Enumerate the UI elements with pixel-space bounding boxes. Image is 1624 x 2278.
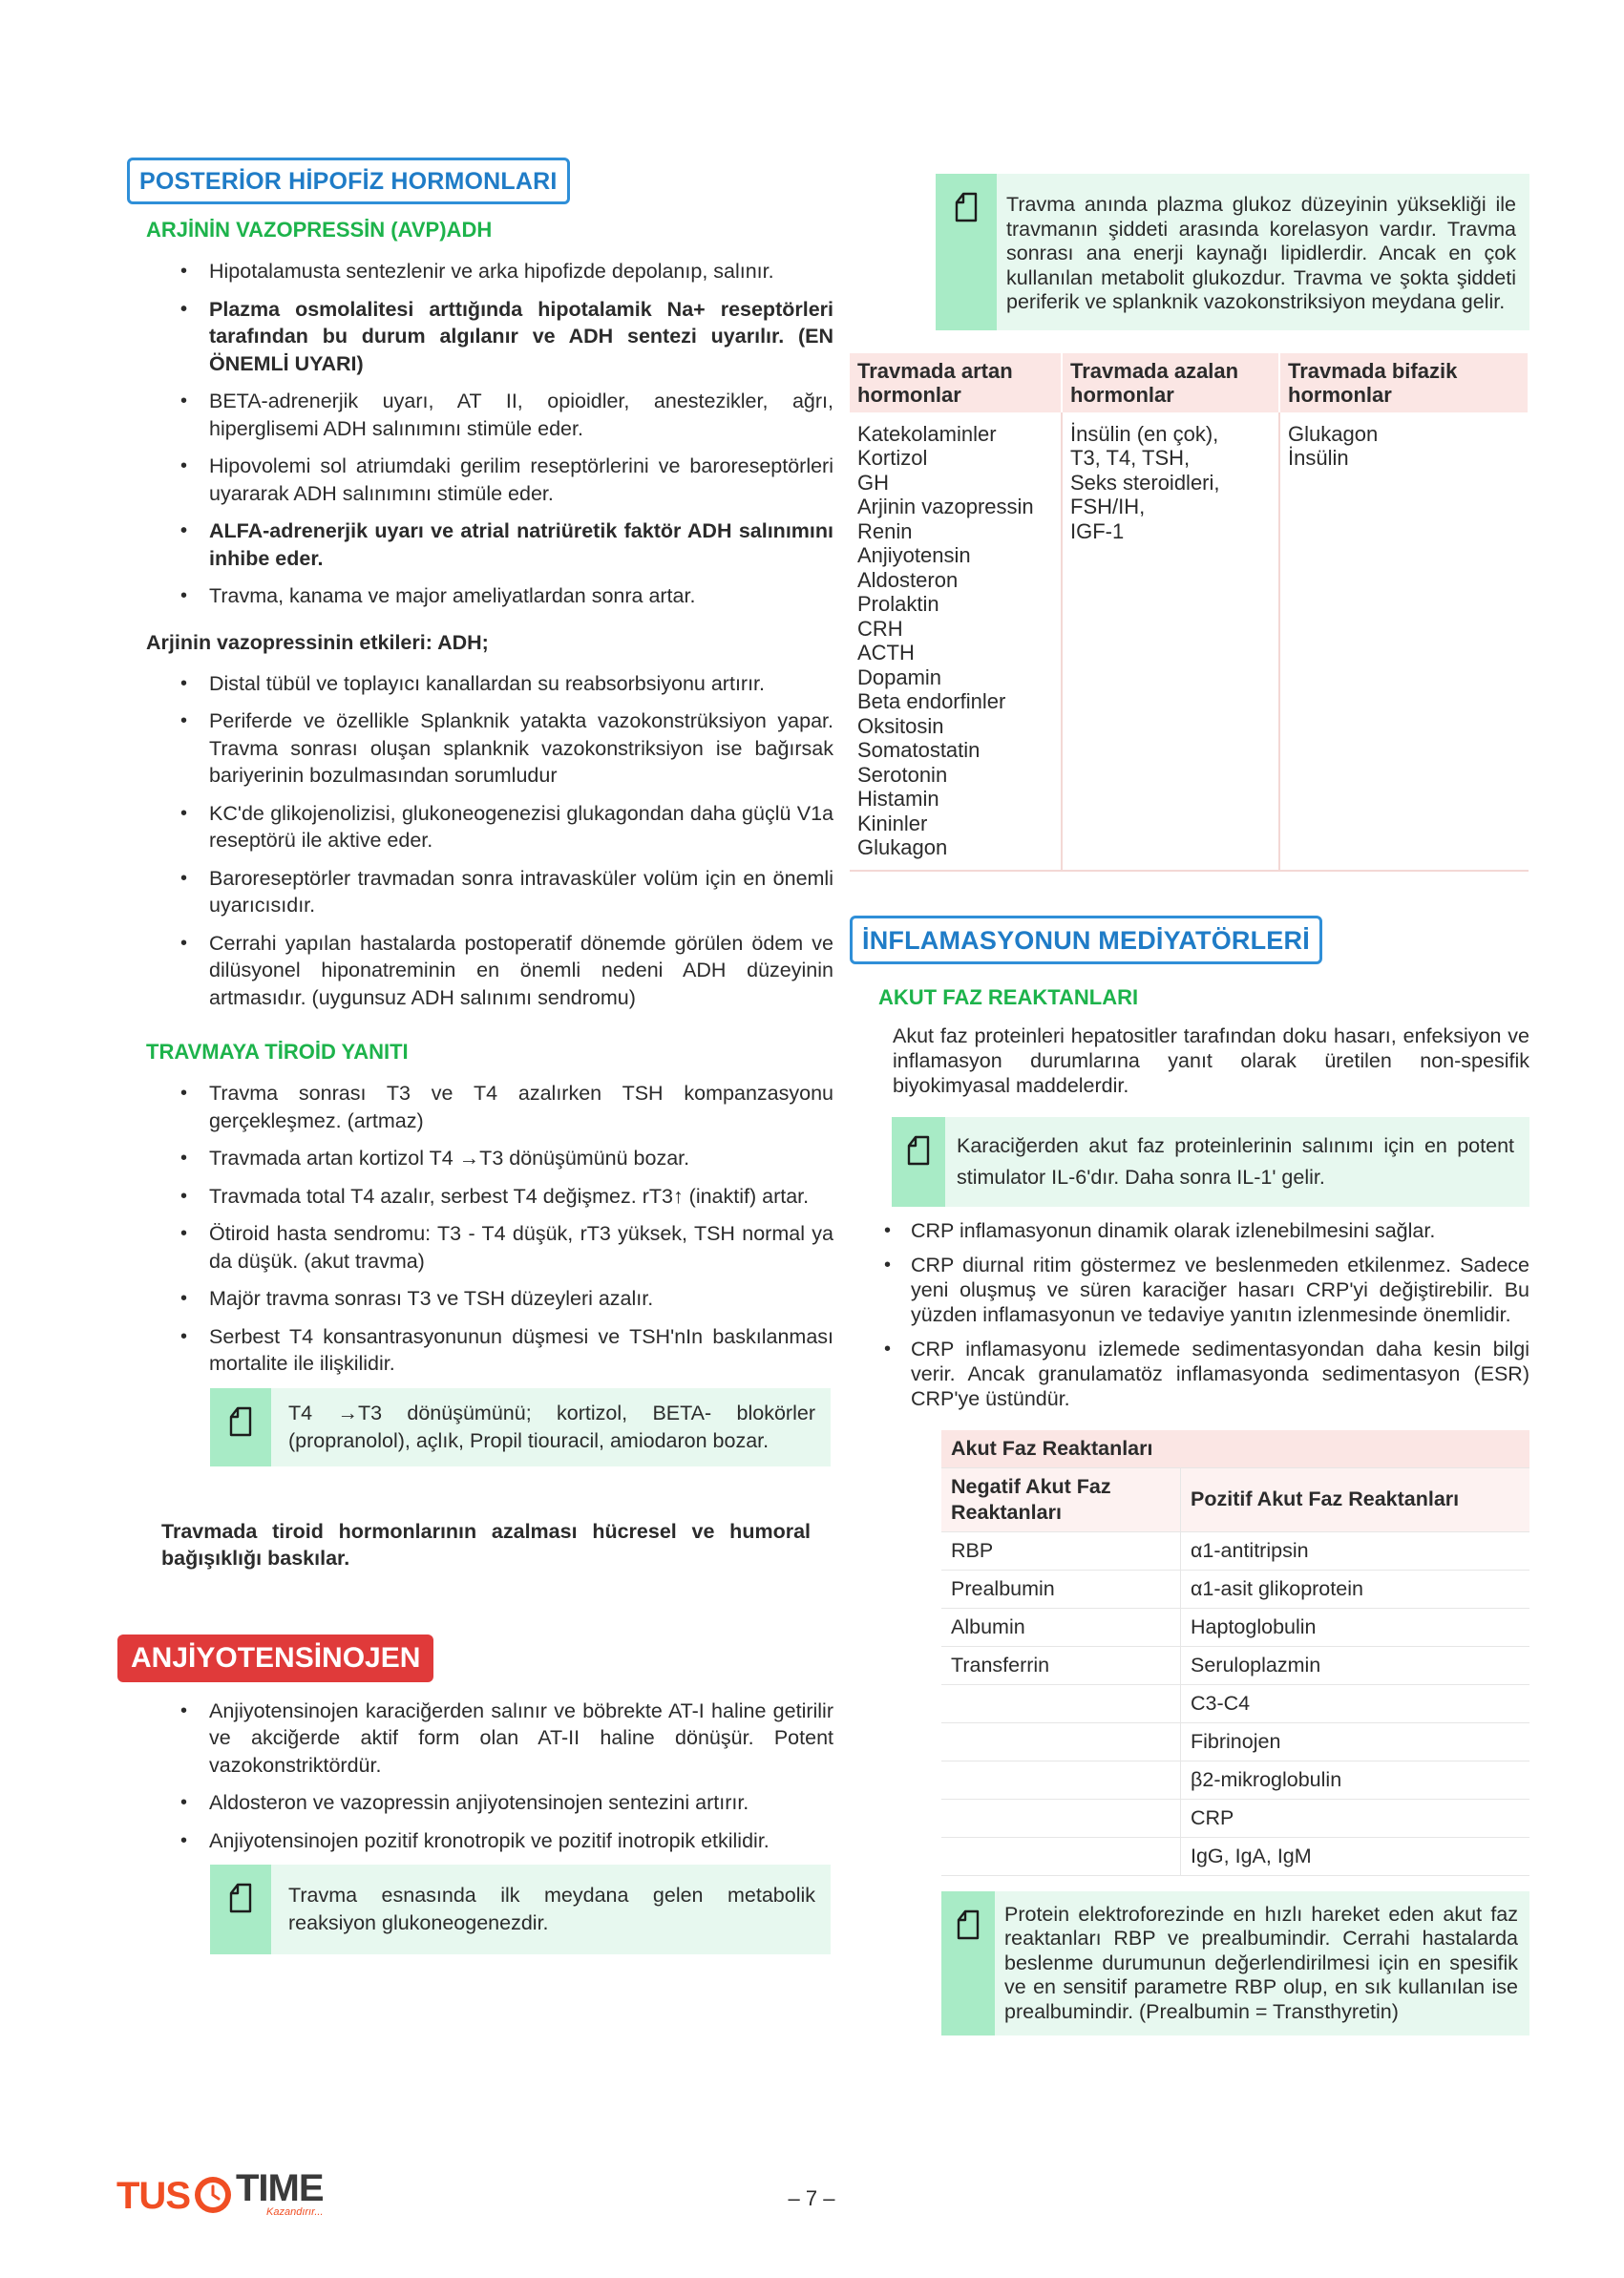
hormone-item: Renin — [857, 518, 913, 543]
acute-phase-table — [941, 1430, 1529, 1876]
thyroid-list — [146, 1080, 833, 1378]
glukoneogenez-note — [210, 1865, 831, 1954]
table-row — [941, 1608, 1529, 1646]
list-item: • Baroreseptörler travmadan sonra intravasküler volüm için en önemli uyarıcısıdır. — [146, 865, 833, 919]
tustime-logo — [116, 2169, 324, 2218]
hormone-item: Histamin — [857, 787, 939, 811]
negative-reactant — [941, 1684, 1181, 1722]
hormone-item: ACTH — [857, 641, 915, 664]
note-icon — [228, 1405, 253, 1438]
positive-reactant: Seruloplazmin — [1181, 1646, 1530, 1684]
negative-reactant — [941, 1799, 1181, 1837]
positive-reactant: C3-C4 — [1181, 1684, 1530, 1722]
table-row — [941, 1531, 1529, 1570]
header-increasing: Travmada artan hormonlar — [850, 353, 1062, 412]
list-item: • Serbest T4 konsantrasyonunun düşmesi ve TSH'nIn baskılanması mortalite ile ilişkilidir. — [146, 1323, 833, 1378]
posterior-pituitary-title: POSTERİOR HİPOFİZ HORMONLARI — [127, 158, 570, 204]
negative-reactant: RBP — [941, 1531, 1181, 1570]
positive-reactant: IgG, IgA, IgM — [1181, 1837, 1530, 1875]
positive-reactant: Fibrinojen — [1181, 1722, 1530, 1761]
positive-header: Pozitif Akut Faz Reaktanları — [1181, 1467, 1530, 1531]
note-icon — [954, 191, 979, 223]
hormone-item: T3, T4, TSH, — [1070, 446, 1191, 470]
logo-tus: TUS — [116, 2175, 190, 2217]
hormone-item: Anjiyotensin — [857, 543, 971, 567]
list-item: • Periferde ve özellikle Splanknik yatakta vazokonstrüksiyon yapar. Travma sonrası oluşan splanknik vazokonstriksiyon ise bağırsak bariyerinin bozulmasından sorumludur — [146, 707, 833, 790]
il6-note — [892, 1117, 1529, 1207]
hormone-item: İnsülin — [1288, 446, 1349, 470]
glukoneogenez-note-text: Travma esnasında ilk meydana gelen metabolik reaksiyon glukoneogenezdir. — [288, 1884, 815, 1934]
left-column — [131, 158, 833, 1954]
negative-reactant — [941, 1761, 1181, 1799]
list-item: • Majör travma sonrası T3 ve TSH düzeyleri azalır. — [146, 1285, 833, 1313]
thyroid-title: TRAVMAYA TİROİD YANITI — [146, 1040, 409, 1064]
thyroid-note — [210, 1388, 831, 1466]
table-row — [941, 1684, 1529, 1722]
page-number: – 7 – — [788, 2186, 835, 2210]
angiotensinogen-title: ANJİYOTENSİNOJEN — [117, 1635, 433, 1682]
glucose-note — [936, 174, 1529, 330]
protein-note — [941, 1891, 1529, 2036]
note-tab — [941, 1891, 995, 2036]
list-item: • Cerrahi yapılan hastalarda postoperatif dönemde görülen ödem ve dilüsyonel hiponatreminin en önemli nedeni ADH düzeyinin artmasıdır. (uygunsuz ADH salınımı sendromu) — [146, 930, 833, 1012]
effects-heading: Arjinin vazopressinin etkileri: ADH; — [146, 630, 489, 654]
table-row — [941, 1646, 1529, 1684]
note-tab — [210, 1388, 271, 1466]
hormone-item: Beta endorfinler — [857, 689, 1006, 713]
acute-phase-intro: Akut faz proteinleri hepatositler tarafından doku hasarı, enfeksiyon ve inflamasyon durumlarına yanıt olarak üretilen non-spesifik biyokimyasal maddelerdir. — [893, 1023, 1529, 1097]
hormone-item: FSH/IH, — [1070, 495, 1146, 518]
positive-reactant: CRP — [1181, 1799, 1530, 1837]
positive-reactant: α1-asit glikoprotein — [1181, 1570, 1530, 1608]
list-item: • Plazma osmolalitesi arttığında hipotalamik Na+ reseptörleri tarafından bu durum algılanır ve ADH sentezi uyarılır. (EN ÖNEMLİ UYARI) — [146, 296, 833, 378]
positive-reactant: Haptoglobulin — [1181, 1608, 1530, 1646]
table-row — [941, 1799, 1529, 1837]
acute-phase-rows — [941, 1531, 1529, 1875]
list-item: • CRP inflamasyonun dinamik olarak izlenebilmesini sağlar. — [867, 1218, 1529, 1243]
hormone-item: CRH — [857, 616, 903, 641]
glucose-note-text: Travma anında plazma glukoz düzeyinin yüksekliği ile travmanın şiddeti arasında korelasyon vardır. Travma sonrası ana enerji kaynağı lipidlerdir. Ancak en çok kullanılan metabolit glukozdur. Travma ve şokta şiddeti periferik ve splanknik vazokonstriksiyon meydana gelir. — [1006, 193, 1516, 313]
list-item: • Hipotalamusta sentezlenir ve arka hipofizde depolanıp, salınır. — [146, 258, 833, 285]
hormone-item: Glukagon — [857, 835, 948, 859]
note-icon — [956, 1909, 981, 1941]
hormone-item: Oksitosin — [857, 713, 944, 738]
list-item: • KC'de glikojenolizisi, glukoneogenezisi glukagondan daha güçlü V1a reseptörü ile aktive eder. — [146, 800, 833, 854]
avp-title: ARJİNİN VAZOPRESSİN (AVP)ADH — [146, 218, 493, 242]
list-item: • Aldosteron ve vazopressin anjiyotensinojen sentezini artırır. — [146, 1789, 833, 1817]
trauma-hormones-table — [850, 353, 1529, 872]
hormone-item: IGF-1 — [1070, 518, 1125, 543]
list-item: • Travma, kanama ve major ameliyatlardan sonra artar. — [146, 582, 833, 610]
hormone-item: Serotonin — [857, 762, 948, 787]
hormone-item: Prolaktin — [857, 592, 939, 616]
hormone-item: Dopamin — [857, 664, 942, 689]
list-item: • Distal tübül ve toplayıcı kanallardan su reabsorbsiyonu artırır. — [146, 670, 833, 698]
hormone-item: Kortizol — [857, 446, 928, 470]
list-item: • BETA-adrenerjik uyarı, AT II, opioidler, anestezikler, ağrı, hiperglisemi ADH salınımını stimüle eder. — [146, 388, 833, 442]
negative-reactant — [941, 1722, 1181, 1761]
hormone-item: Aldosteron — [857, 567, 959, 592]
positive-reactant: β2-mikroglobulin — [1181, 1761, 1530, 1799]
table-row — [941, 1722, 1529, 1761]
hormone-item: Katekolaminler — [857, 421, 997, 446]
logo-time: TIME — [236, 2167, 324, 2209]
list-item: • Travmada artan kortizol T4 →T3 dönüşümünü bozar. — [146, 1145, 833, 1172]
logo-tagline: Kazandırır... — [266, 2206, 324, 2218]
angiotensinogen-list — [146, 1698, 833, 1855]
list-item: • CRP diurnal ritim göstermez ve beslenmeden etkilenmez. Sadece yeni oluşmuş ve süren karaciğer hasarı CRP'yi değiştirebilir. Bu yüzden inflamasyonun ve tedaviye yanıtın izlenmesinde önemlidir. — [867, 1253, 1529, 1327]
decreasing-hormones — [1062, 412, 1279, 871]
thyroid-note-text: T4 →T3 dönüşümünü; kortizol, BETA- blokörler (propranolol), açlık, Propil tiouracil, amiodaron bozar. — [288, 1401, 815, 1452]
increasing-hormones — [850, 412, 1062, 871]
acute-phase-title: AKUT FAZ REAKTANLARI — [878, 984, 1139, 1009]
note-icon — [228, 1882, 253, 1914]
crp-list — [867, 1218, 1529, 1411]
positive-reactant: α1-antitripsin — [1181, 1531, 1530, 1570]
list-item: • Ötiroid hasta sendromu: T3 - T4 düşük, rT3 yüksek, TSH normal ya da düşük. (akut travma) — [146, 1220, 833, 1275]
acute-phase-table-caption: Akut Faz Reaktanları — [941, 1430, 1529, 1468]
hormone-item: Kininler — [857, 811, 928, 835]
hormone-item: GH — [857, 470, 889, 495]
hormone-item: Arjinin vazopressin — [857, 495, 1034, 518]
il6-note-text: Karaciğerden akut faz proteinlerinin salınımı için en potent stimulator IL-6'dır. Daha sonra IL-1' gelir. — [957, 1133, 1514, 1189]
list-item: • Hipovolemi sol atriumdaki gerilim reseptörlerini ve baroreseptörleri uyararak ADH salınımını stimüle eder. — [146, 453, 833, 507]
hormone-item: Somatostatin — [857, 738, 981, 762]
list-item: • CRP inflamasyonu izlemede sedimentasyondan daha kesin bilgi verir. Ancak granulamatöz inflamasyonda sedimentasyon (ESR) CRP'ye üstündür. — [867, 1337, 1529, 1411]
clock-icon — [192, 2174, 234, 2216]
right-column — [850, 174, 1529, 2035]
header-biphasic: Travmada bifazik hormonlar — [1279, 353, 1529, 412]
negative-reactant: Albumin — [941, 1608, 1181, 1646]
list-item: • Travmada total T4 azalır, serbest T4 değişmez. rT3↑ (inaktif) artar. — [146, 1183, 833, 1211]
negative-reactant: Prealbumin — [941, 1570, 1181, 1608]
note-tab — [892, 1117, 945, 1207]
avp-list — [146, 258, 833, 610]
list-item: • ALFA-adrenerjik uyarı ve atrial natriüretik faktör ADH salınımını inhibe eder. — [146, 517, 833, 572]
note-tab — [936, 174, 997, 330]
negative-reactant: Transferrin — [941, 1646, 1181, 1684]
list-item: • Travma sonrası T3 ve T4 azalırken TSH kompanzasyonu gerçekleşmez. (artmaz) — [146, 1080, 833, 1134]
inflammation-mediators-title: İNFLAMASYONUN MEDİYATÖRLERİ — [850, 916, 1322, 964]
protein-note-text: Protein elektroforezinde en hızlı hareket eden akut faz reaktanları RBP ve prealbumindir. Cerrahi hastalarda beslenme durumunun değerlendirilmesi için en spesifik ve en sensitif parametre RBP olup, en sık kullanılan ise prealbumindir. (Prealbumin = Transthyretin) — [1004, 1902, 1518, 2023]
header-decreasing: Travmada azalan hormonlar — [1062, 353, 1279, 412]
negative-reactant — [941, 1837, 1181, 1875]
hormone-item: İnsülin (en çok), — [1070, 421, 1219, 446]
effects-list — [146, 670, 833, 1012]
biphasic-hormones — [1279, 412, 1529, 871]
hormone-item: Glukagon — [1288, 421, 1379, 446]
list-item: • Anjiyotensinojen karaciğerden salınır ve böbrekte AT-I haline getirilir ve akciğerde aktif form olan AT-II haline dönüşür. Potent vazokonstriktördür. — [146, 1698, 833, 1780]
negative-header: Negatif Akut Faz Reaktanları — [941, 1467, 1181, 1531]
list-item: • Anjiyotensinojen pozitif kronotropik ve pozitif inotropik etkilidir. — [146, 1827, 833, 1855]
hormone-item: Seks steroidleri, — [1070, 470, 1220, 495]
note-tab — [210, 1865, 271, 1954]
thyroid-immune-statement: Travmada tiroid hormonlarının azalması hücresel ve humoral bağışıklığı baskılar. — [161, 1519, 811, 1570]
note-icon — [906, 1134, 931, 1167]
table-row — [941, 1570, 1529, 1608]
table-row — [941, 1837, 1529, 1875]
table-row — [941, 1761, 1529, 1799]
